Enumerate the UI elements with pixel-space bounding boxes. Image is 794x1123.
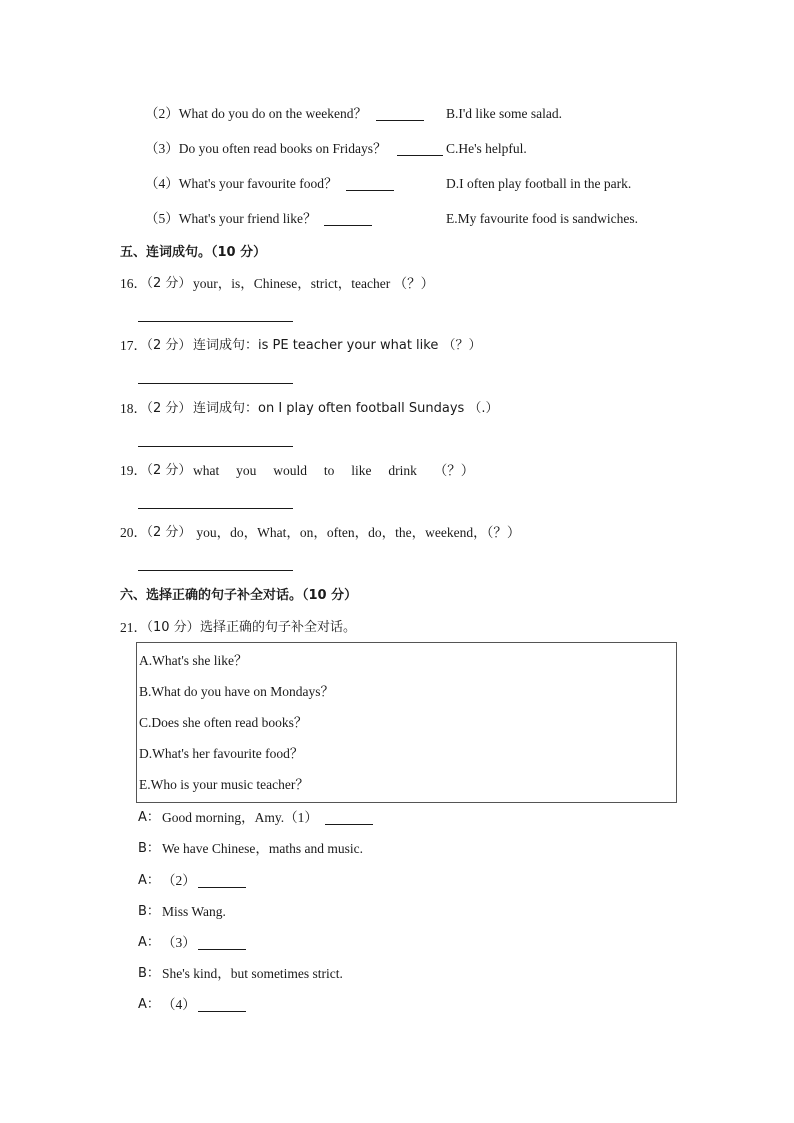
answer-blank[interactable] xyxy=(346,178,394,191)
section-heading: 六、选择正确的句子补全对话。（10 分） xyxy=(120,588,358,603)
matching-question: （4）What's your favourite food？ xyxy=(145,176,338,191)
answer-blank[interactable] xyxy=(198,999,246,1012)
question-number: 16． xyxy=(120,276,147,291)
option-item: A.What's she like？ xyxy=(139,653,248,668)
matching-question: （5）What's your friend like？ xyxy=(145,211,317,226)
answer-blank[interactable] xyxy=(198,875,246,888)
speaker-label: B： xyxy=(138,966,160,981)
answer-line[interactable] xyxy=(138,321,293,322)
answer-line[interactable] xyxy=(138,508,293,509)
question-points: （2 分） xyxy=(140,525,192,540)
option-item: B.What do you have on Mondays？ xyxy=(139,684,334,699)
dialogue-text: （3） xyxy=(162,935,196,950)
section-heading: 五、连词成句。（10 分） xyxy=(120,245,267,260)
question-number: 19． xyxy=(120,463,147,478)
option-item: C.Does she often read books？ xyxy=(139,715,308,730)
option-item: D.What's her favourite food？ xyxy=(139,746,304,761)
speaker-label: B： xyxy=(138,904,160,919)
matching-answer: C.He's helpful. xyxy=(446,141,527,156)
answer-blank[interactable] xyxy=(324,213,372,226)
matching-question: （2）What do you do on the weekend？ xyxy=(145,106,367,121)
matching-answer: E.My favourite food is sandwiches. xyxy=(446,211,638,226)
speaker-label: A： xyxy=(138,935,160,950)
dialogue-text: （2） xyxy=(162,873,196,888)
dialogue-text: Miss Wang. xyxy=(162,904,226,919)
question-text: you，do，What，on，often，do，the，weekend，（？） xyxy=(193,525,521,540)
speaker-label: A： xyxy=(138,810,160,825)
dialogue-text: Good morning，Amy.（1） xyxy=(162,810,318,825)
question-number: 18． xyxy=(120,401,147,416)
answer-blank[interactable] xyxy=(376,108,424,121)
question-points: （10 分） xyxy=(140,620,200,635)
matching-question: （3）Do you often read books on Fridays？ xyxy=(145,141,387,156)
matching-answer: B.I'd like some salad. xyxy=(446,106,563,121)
answer-line[interactable] xyxy=(138,383,293,384)
speaker-label: B： xyxy=(138,841,160,856)
speaker-label: A： xyxy=(138,873,160,888)
question-points: （2 分） xyxy=(140,401,192,416)
question-text: 连词成句：on I play often football Sundays （.） xyxy=(193,401,499,416)
question-text: what you would to like drink （？） xyxy=(193,463,475,478)
answer-blank[interactable] xyxy=(198,937,246,950)
options-box xyxy=(136,642,677,803)
question-points: （2 分） xyxy=(140,338,192,353)
question-number: 21． xyxy=(120,620,147,635)
question-number: 17． xyxy=(120,338,147,353)
matching-answer: D.I often play football in the park. xyxy=(446,176,632,191)
question-text: 连词成句：is PE teacher your what like （？） xyxy=(193,338,482,353)
question-text: 选择正确的句子补全对话。 xyxy=(200,620,357,635)
speaker-label: A： xyxy=(138,997,160,1012)
question-points: （2 分） xyxy=(140,276,192,291)
dialogue-text: We have Chinese，maths and music. xyxy=(162,841,363,856)
question-text: your，is，Chinese，strict，teacher （？） xyxy=(193,276,435,291)
dialogue-text: She's kind，but sometimes strict. xyxy=(162,966,343,981)
dialogue-text: （4） xyxy=(162,997,196,1012)
option-item: E.Who is your music teacher？ xyxy=(139,777,309,792)
answer-blank[interactable] xyxy=(397,143,443,156)
question-number: 20． xyxy=(120,525,147,540)
question-points: （2 分） xyxy=(140,463,192,478)
answer-blank[interactable] xyxy=(325,812,373,825)
answer-line[interactable] xyxy=(138,446,293,447)
answer-line[interactable] xyxy=(138,570,293,571)
